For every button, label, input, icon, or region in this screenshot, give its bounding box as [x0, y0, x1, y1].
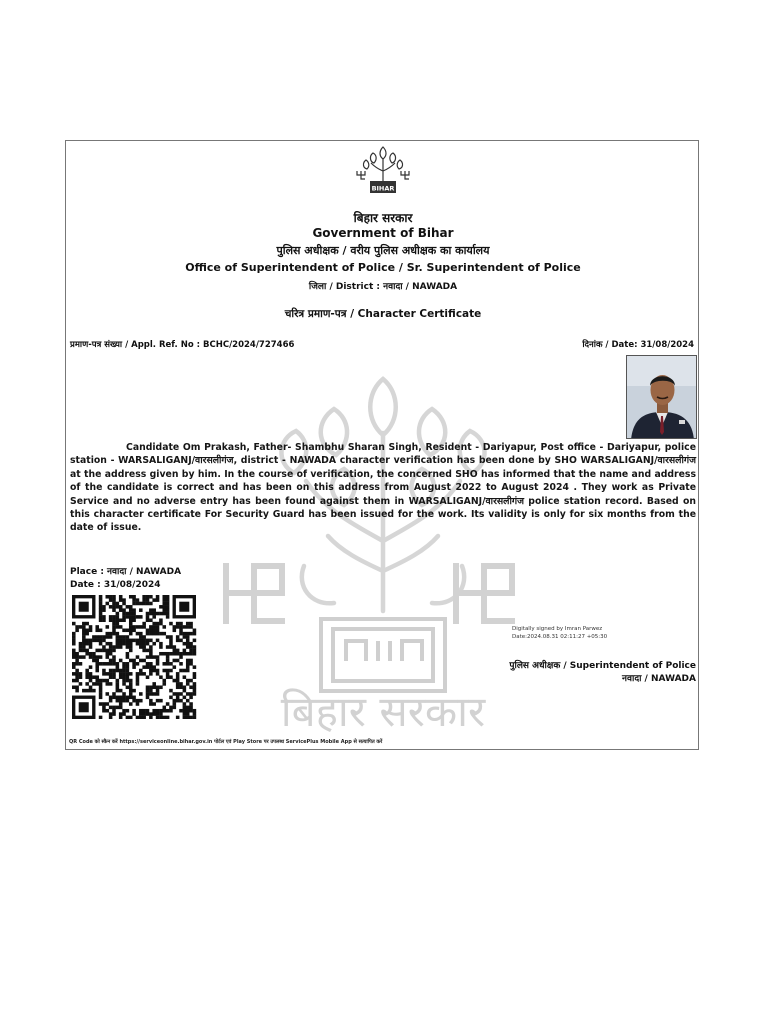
watermark-text: बिहार सरकार	[280, 687, 486, 736]
signatory-designation: पुलिस अधीक्षक / Superintendent of Police	[509, 661, 696, 671]
character-certificate	[65, 140, 699, 750]
header-hindi-government: बिहार सरकार	[353, 211, 413, 225]
header-district: जिला / District : नवादा / NAWADA	[308, 282, 458, 292]
place-label: Place : नवादा / NAWADA	[70, 567, 182, 577]
digital-signature	[512, 625, 607, 641]
header-government-of-bihar: Government of Bihar	[312, 226, 454, 240]
footer-qr-instructions: QR Code को स्कैन करें https://serviceonline.bihar.gov.in पोर्टल एवं Play Store पर उपलब्ध ServicePlus Mobile App से सत्यापित करें	[69, 739, 383, 745]
certificate-title: चरित्र प्रमाण-पत्र / Character Certificate	[284, 308, 482, 320]
issue-date: दिनांक / Date: 31/08/2024	[582, 340, 694, 350]
signatory-block	[509, 660, 696, 686]
header-office: Office of Superintendent of Police / Sr. Superintendent of Police	[185, 261, 581, 274]
digital-signature-date: Date:2024.08.31 02:11:27 +05:30	[512, 634, 608, 640]
application-ref-number: प्रमाण-पत्र संख्या / Appl. Ref. No : BCHC/2024/727466	[70, 340, 295, 350]
verification-qr-code	[72, 595, 199, 719]
place-date: Date : 31/08/2024	[70, 580, 161, 590]
bihar-emblem-icon	[356, 143, 410, 195]
header-hindi-office: पुलिस अधीक्षक / वरीय पुलिस अधीक्षक का कार्यालय	[276, 244, 490, 257]
place-date-block	[70, 566, 181, 592]
certificate-body-paragraph: Candidate Om Prakash, Father- Shambhu Sharan Singh, Resident - Dariyapur, Post office - Dariyapur, police station - WARSALIGANJ/वारसलीगंज, district - NAWADA character verification has been done by SHO WARSALIGANJ/वारसलीगंज at the address given by him. In the course of verification, the concerned SHO has informed that the name and address of the candidate is correct and has been on this address from August 2022 to August 2024 . They work as Private Service and no adverse entry has been found against them in WARSALIGANJ/वारसलीगंज police station record. Based on this character certificate For Security Guard has been issued for the work. Its validity is only for six months from the date of issue.	[70, 442, 696, 534]
digital-signature-signer: Digitally signed by Imran Parwez	[512, 626, 603, 632]
emblem-label: BIHAR	[371, 184, 395, 193]
signatory-district: नवादा / NAWADA	[621, 674, 696, 684]
candidate-photo	[626, 355, 697, 439]
